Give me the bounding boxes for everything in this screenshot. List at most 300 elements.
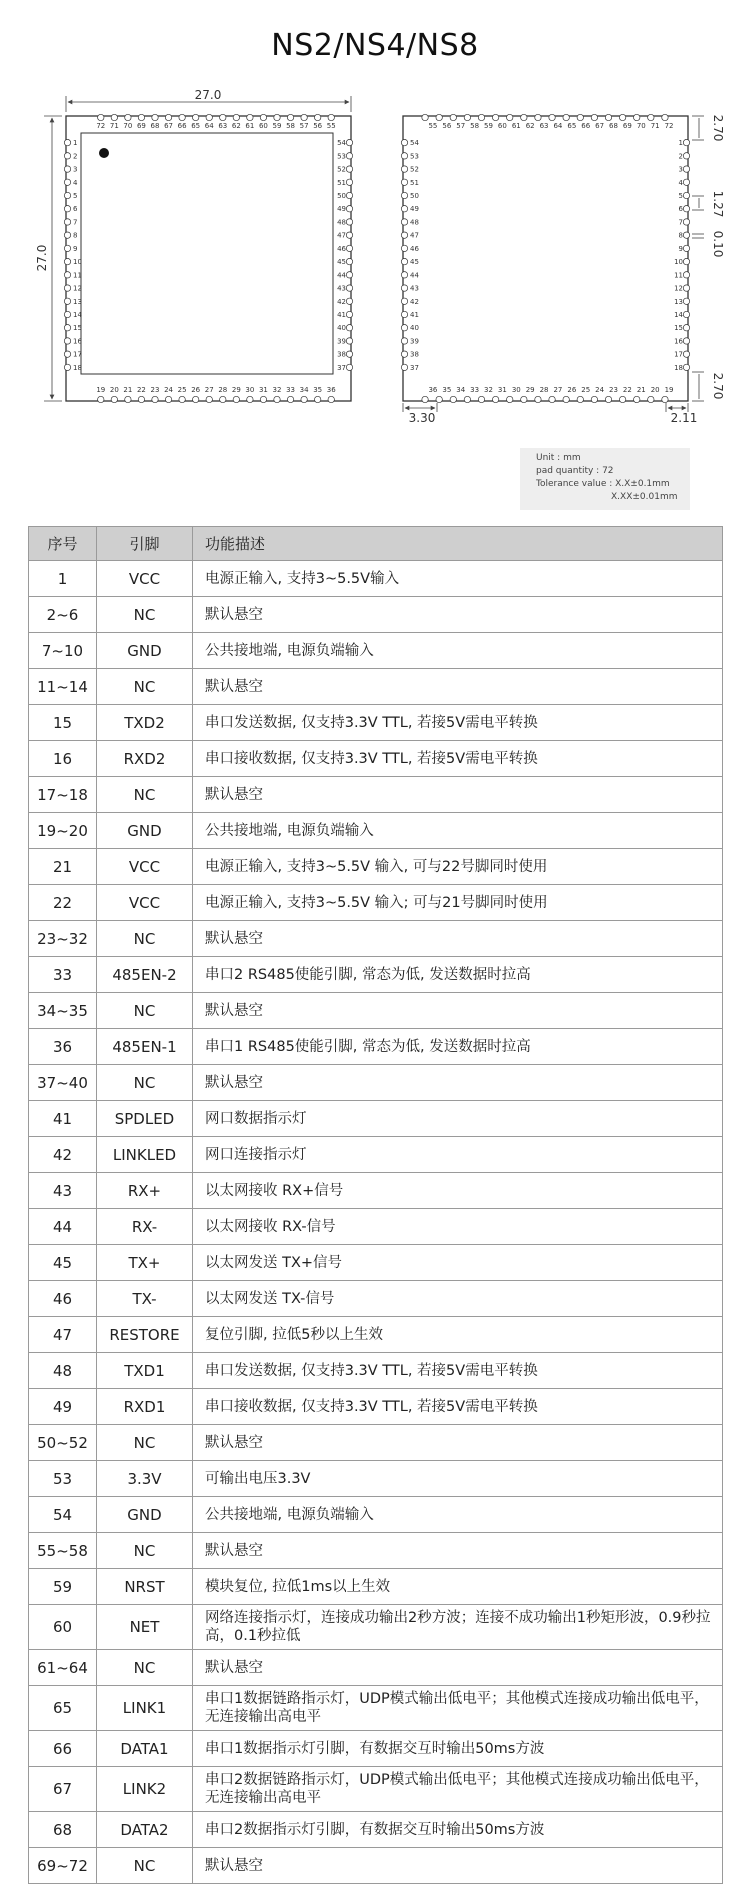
pin-description-cell: 串口1数据指示灯引脚，有数据交互时输出50ms方波 — [193, 1731, 723, 1767]
pin-name-cell: NRST — [97, 1569, 193, 1605]
pin-label: 34 — [299, 386, 309, 394]
dim-top-pad-label: 2.70 — [711, 114, 725, 142]
castellated-pad — [152, 114, 158, 120]
pin-label: 10 — [674, 258, 683, 267]
table-row — [29, 849, 723, 885]
pin-label: 62 — [525, 122, 535, 130]
pin-label: 14 — [73, 311, 82, 319]
castellated-pad — [450, 396, 456, 402]
castellated-pad — [401, 351, 407, 357]
pin-label: 50 — [337, 192, 346, 200]
pin-number-cell: 37~40 — [29, 1065, 97, 1101]
pin-label: 56 — [313, 122, 323, 130]
spec-tolerance-2: X.XX±0.01mm — [611, 492, 678, 502]
pin-name-cell: VCC — [97, 849, 193, 885]
castellated-pad — [125, 396, 131, 402]
castellated-pad — [346, 179, 352, 185]
pin-label: 35 — [442, 386, 452, 394]
castellated-pad — [301, 114, 307, 120]
pin-label: 57 — [299, 122, 309, 130]
castellated-pad — [549, 114, 555, 120]
castellated-pad — [346, 219, 352, 225]
pin-number-cell: 43 — [29, 1173, 97, 1209]
pin-label: 34 — [456, 386, 466, 394]
castellated-pad — [64, 166, 70, 172]
castellated-pad — [64, 232, 70, 238]
pin-label: 38 — [337, 350, 346, 359]
castellated-pad — [401, 179, 407, 185]
pin-number-cell: 11~14 — [29, 669, 97, 705]
castellated-pad — [401, 139, 407, 145]
table-row — [29, 1425, 723, 1461]
castellated-pad — [260, 114, 266, 120]
castellated-pad — [436, 396, 442, 402]
pin-description-cell: 以太网接收 RX-信号 — [193, 1209, 723, 1245]
pin-label: 67 — [164, 122, 174, 130]
pin-description-cell: 默认悬空 — [193, 1533, 723, 1569]
pin-label: 10 — [73, 258, 82, 267]
spec-note-box — [520, 448, 690, 510]
pin-label: 18 — [674, 363, 683, 372]
pin-name-cell: LINKLED — [97, 1137, 193, 1173]
castellated-pad — [64, 192, 70, 198]
module-footprint-diagram — [0, 90, 750, 430]
castellated-pad — [619, 114, 625, 120]
pin-label: 11 — [73, 271, 82, 280]
castellated-pad — [179, 396, 185, 402]
castellated-pad — [478, 396, 484, 402]
pin-label: 37 — [337, 363, 346, 372]
castellated-pad — [328, 396, 334, 402]
pin-number-cell: 53 — [29, 1461, 97, 1497]
pin-label: 59 — [484, 122, 493, 130]
pin-label: 54 — [410, 139, 419, 148]
castellated-pad — [401, 311, 407, 317]
table-row — [29, 813, 723, 849]
castellated-pad — [328, 114, 334, 120]
castellated-pad — [64, 364, 70, 370]
castellated-pad — [346, 258, 352, 264]
castellated-pad — [314, 114, 320, 120]
pin-description-cell: 网口连接指示灯 — [193, 1137, 723, 1173]
castellated-pad — [125, 114, 131, 120]
pin-label: 55 — [326, 122, 336, 130]
castellated-pad — [535, 114, 541, 120]
table-row — [29, 1533, 723, 1569]
castellated-pad — [436, 114, 442, 120]
pin-description-cell: 公共接地端, 电源负端输入 — [193, 633, 723, 669]
table-row — [29, 1137, 723, 1173]
table-row — [29, 633, 723, 669]
castellated-pad — [192, 396, 198, 402]
pin-name-cell: NC — [97, 1425, 193, 1461]
table-row — [29, 921, 723, 957]
table-row — [29, 1731, 723, 1767]
pin-number-cell: 44 — [29, 1209, 97, 1245]
pin-number-cell: 23~32 — [29, 921, 97, 957]
pin-number-cell: 42 — [29, 1137, 97, 1173]
pin-label: 55 — [428, 122, 438, 130]
pin-number-cell: 22 — [29, 885, 97, 921]
castellated-pad — [648, 114, 654, 120]
pin-name-cell: 3.3V — [97, 1461, 193, 1497]
pin-label: 21 — [123, 386, 133, 394]
dim-pitch-label: 1.27 — [711, 190, 725, 218]
castellated-pad — [233, 114, 239, 120]
castellated-pad — [192, 114, 198, 120]
pin-number-cell: 59 — [29, 1569, 97, 1605]
dim-bottom-pad-label: 2.70 — [711, 372, 725, 400]
pin-label: 63 — [218, 122, 228, 130]
pin-number-cell: 60 — [29, 1605, 97, 1650]
pin-label: 23 — [150, 386, 160, 394]
pin-label: 58 — [470, 122, 480, 130]
table-row — [29, 1605, 723, 1650]
castellated-pad — [346, 245, 352, 251]
pin-label: 53 — [410, 152, 419, 161]
table-row — [29, 993, 723, 1029]
pin-label: 3 — [678, 165, 683, 174]
pin-label: 1 — [678, 139, 683, 148]
pin-label: 12 — [73, 284, 82, 293]
pin-label: 14 — [674, 311, 683, 319]
pin-label: 38 — [410, 350, 419, 359]
pin-label: 35 — [313, 386, 323, 394]
castellated-pad — [619, 396, 625, 402]
pin-label: 30 — [245, 386, 255, 394]
castellated-pad — [98, 396, 104, 402]
pin-description-cell: 串口发送数据, 仅支持3.3V TTL, 若接5V需电平转换 — [193, 705, 723, 741]
pin-label: 24 — [164, 386, 174, 394]
castellated-pad — [401, 325, 407, 331]
table-row — [29, 1353, 723, 1389]
pin-number-cell: 66 — [29, 1731, 97, 1767]
castellated-pad — [662, 396, 668, 402]
pin-name-cell: NC — [97, 993, 193, 1029]
castellated-pad — [287, 114, 293, 120]
pin-label: 47 — [337, 231, 346, 240]
table-row — [29, 777, 723, 813]
castellated-pad — [422, 114, 428, 120]
pin-label: 9 — [73, 244, 78, 253]
table-row — [29, 1029, 723, 1065]
pin-label: 66 — [581, 122, 591, 130]
castellated-pad — [683, 258, 689, 264]
pin-description-cell: 串口2数据链路指示灯，UDP模式输出低电平；其他模式连接成功输出低电平，无连接输出高电平 — [193, 1767, 723, 1812]
pin-description-cell: 模块复位, 拉低1ms以上生效 — [193, 1569, 723, 1605]
pin-label: 64 — [204, 122, 214, 130]
castellated-pad — [301, 396, 307, 402]
castellated-pad — [111, 114, 117, 120]
pin-name-cell: RX+ — [97, 1173, 193, 1209]
pin-label: 52 — [337, 165, 346, 174]
pin-number-cell: 17~18 — [29, 777, 97, 813]
castellated-pad — [346, 139, 352, 145]
pin-label: 66 — [177, 122, 187, 130]
castellated-pad — [152, 396, 158, 402]
pin-number-cell: 36 — [29, 1029, 97, 1065]
pin-description-cell: 以太网发送 TX+信号 — [193, 1245, 723, 1281]
castellated-pad — [346, 192, 352, 198]
pin-label: 41 — [337, 311, 346, 319]
pin-label: 42 — [337, 297, 346, 306]
castellated-pad — [683, 139, 689, 145]
pin-label: 48 — [337, 218, 346, 227]
pin-name-cell: NC — [97, 921, 193, 957]
table-row — [29, 1461, 723, 1497]
pin-label: 52 — [410, 165, 419, 174]
castellated-pad — [346, 351, 352, 357]
castellated-pad — [683, 325, 689, 331]
pin-description-cell: 默认悬空 — [193, 921, 723, 957]
pin-number-cell: 50~52 — [29, 1425, 97, 1461]
castellated-pad — [683, 245, 689, 251]
pin-label: 26 — [567, 386, 577, 394]
table-row — [29, 885, 723, 921]
pin-label: 5 — [73, 192, 78, 200]
pin-label: 54 — [337, 139, 346, 148]
pin-number-cell: 2~6 — [29, 597, 97, 633]
front-view — [35, 90, 353, 403]
pin-number-cell: 54 — [29, 1497, 97, 1533]
pin-number-cell: 61~64 — [29, 1650, 97, 1686]
castellated-pad — [64, 206, 70, 212]
pin-label: 33 — [470, 386, 480, 394]
pin-label: 33 — [286, 386, 296, 394]
pin-label: 68 — [150, 122, 160, 130]
castellated-pad — [401, 219, 407, 225]
back-view — [401, 114, 725, 425]
castellated-pad — [346, 166, 352, 172]
castellated-pad — [535, 396, 541, 402]
pin-description-cell: 默认悬空 — [193, 1650, 723, 1686]
table-row — [29, 1812, 723, 1848]
castellated-pad — [683, 311, 689, 317]
castellated-pad — [401, 258, 407, 264]
pin-label: 20 — [109, 386, 119, 394]
castellated-pad — [64, 338, 70, 344]
castellated-pad — [683, 364, 689, 370]
castellated-pad — [648, 396, 654, 402]
pin-label: 30 — [511, 386, 521, 394]
castellated-pad — [64, 325, 70, 331]
pin-number-cell: 69~72 — [29, 1848, 97, 1884]
pin-description-cell: 默认悬空 — [193, 597, 723, 633]
pin-name-cell: DATA2 — [97, 1812, 193, 1848]
castellated-pad — [220, 114, 226, 120]
castellated-pad — [64, 272, 70, 278]
castellated-pad — [683, 166, 689, 172]
castellated-pad — [346, 206, 352, 212]
pin-description-cell: 串口发送数据, 仅支持3.3V TTL, 若接5V需电平转换 — [193, 1353, 723, 1389]
castellated-pad — [464, 396, 470, 402]
pin-name-cell: NC — [97, 669, 193, 705]
pin-label: 22 — [136, 386, 146, 394]
castellated-pad — [346, 298, 352, 304]
pin-label: 15 — [73, 324, 82, 333]
pin-description-cell: 公共接地端, 电源负端输入 — [193, 813, 723, 849]
header-no: 序号 — [29, 527, 97, 561]
castellated-pad — [492, 396, 498, 402]
table-row — [29, 597, 723, 633]
pin-name-cell: TXD2 — [97, 705, 193, 741]
castellated-pad — [683, 272, 689, 278]
pin-description-cell: 默认悬空 — [193, 1065, 723, 1101]
dim-offset-left-label: 3.30 — [408, 411, 436, 425]
castellated-pad — [346, 285, 352, 291]
table-row — [29, 741, 723, 777]
castellated-pad — [683, 338, 689, 344]
castellated-pad — [287, 396, 293, 402]
castellated-pad — [64, 298, 70, 304]
pin-name-cell: RESTORE — [97, 1317, 193, 1353]
pin-label: 15 — [674, 324, 683, 333]
pin-name-cell: RXD2 — [97, 741, 193, 777]
pin-description-cell: 默认悬空 — [193, 1848, 723, 1884]
pin-label: 65 — [191, 122, 201, 130]
pin-label: 40 — [337, 324, 346, 333]
castellated-pad — [64, 139, 70, 145]
castellated-pad — [450, 114, 456, 120]
castellated-pad — [683, 232, 689, 238]
castellated-pad — [346, 325, 352, 331]
pin-label: 60 — [258, 122, 268, 130]
pin-name-cell: LINK2 — [97, 1767, 193, 1812]
castellated-pad — [507, 114, 513, 120]
pin-label: 17 — [674, 350, 683, 359]
pin-label: 44 — [410, 271, 419, 280]
pin-label: 32 — [272, 386, 282, 394]
pin-name-cell: RX- — [97, 1209, 193, 1245]
castellated-pad — [401, 298, 407, 304]
table-row — [29, 1650, 723, 1686]
pin-name-cell: 485EN-1 — [97, 1029, 193, 1065]
pin-label: 62 — [231, 122, 241, 130]
pin-description-cell: 默认悬空 — [193, 1425, 723, 1461]
castellated-pad — [206, 396, 212, 402]
castellated-pad — [683, 153, 689, 159]
castellated-pad — [521, 114, 527, 120]
pin-label: 70 — [636, 122, 646, 130]
castellated-pad — [683, 192, 689, 198]
castellated-pad — [683, 219, 689, 225]
pin-number-cell: 46 — [29, 1281, 97, 1317]
castellated-pad — [478, 114, 484, 120]
pin-label: 6 — [678, 205, 683, 214]
pin-label: 42 — [410, 297, 419, 306]
castellated-pad — [507, 396, 513, 402]
pin-label: 29 — [231, 386, 241, 394]
pin-definition-table — [28, 526, 723, 1884]
pin-description-cell: 串口1 RS485使能引脚, 常态为低, 发送数据时拉高 — [193, 1029, 723, 1065]
pin-label: 13 — [73, 297, 82, 306]
pin-label: 5 — [678, 192, 683, 200]
pin-name-cell: VCC — [97, 561, 193, 597]
pin-label: 11 — [674, 271, 683, 280]
castellated-pad — [683, 351, 689, 357]
pin-label: 58 — [286, 122, 296, 130]
pin-label: 63 — [539, 122, 549, 130]
pin-name-cell: NC — [97, 1533, 193, 1569]
pin-label: 59 — [272, 122, 282, 130]
castellated-pad — [577, 396, 583, 402]
castellated-pad — [64, 311, 70, 317]
pin-description-cell: 串口2数据指示灯引脚，有数据交互时输出50ms方波 — [193, 1812, 723, 1848]
pin-name-cell: DATA1 — [97, 1731, 193, 1767]
header-pin: 引脚 — [97, 527, 193, 561]
pin-number-cell: 34~35 — [29, 993, 97, 1029]
castellated-pad — [401, 232, 407, 238]
pin-label: 1 — [73, 139, 78, 148]
pin-name-cell: NC — [97, 1848, 193, 1884]
pin-label: 7 — [73, 218, 78, 227]
table-row — [29, 1848, 723, 1884]
pin-number-cell: 21 — [29, 849, 97, 885]
pin-label: 45 — [410, 258, 419, 267]
pin-label: 31 — [497, 386, 507, 394]
pin-label: 49 — [410, 205, 419, 214]
pin-label: 67 — [595, 122, 605, 130]
castellated-pad — [401, 245, 407, 251]
pin-label: 47 — [410, 231, 419, 240]
pin-description-cell: 电源正输入, 支持3~5.5V输入 — [193, 561, 723, 597]
pin-label: 19 — [664, 386, 674, 394]
dim-offset-right-label: 2.11 — [670, 411, 698, 425]
pin-label: 13 — [674, 297, 683, 306]
pin-label: 2 — [73, 152, 78, 161]
pin-label: 29 — [525, 386, 535, 394]
pin-label: 61 — [245, 122, 255, 130]
castellated-pad — [346, 232, 352, 238]
table-row — [29, 1209, 723, 1245]
castellated-pad — [401, 153, 407, 159]
pin-number-cell: 68 — [29, 1812, 97, 1848]
castellated-pad — [138, 114, 144, 120]
castellated-pad — [346, 153, 352, 159]
pin-label: 39 — [337, 337, 346, 346]
castellated-pad — [563, 396, 569, 402]
spec-unit: Unit : mm — [536, 453, 581, 463]
pin-name-cell: SPDLED — [97, 1101, 193, 1137]
table-row — [29, 1245, 723, 1281]
pin-label: 19 — [96, 386, 106, 394]
castellated-pad — [401, 338, 407, 344]
pin-description-cell: 复位引脚, 拉低5秒以上生效 — [193, 1317, 723, 1353]
pin-name-cell: TX- — [97, 1281, 193, 1317]
table-row — [29, 957, 723, 993]
castellated-pad — [98, 114, 104, 120]
pin-label: 27 — [204, 386, 214, 394]
pin-label: 36 — [326, 386, 336, 394]
pin-label: 32 — [484, 386, 493, 394]
pin-label: 4 — [678, 178, 683, 187]
castellated-pad — [64, 351, 70, 357]
castellated-pad — [206, 114, 212, 120]
castellated-pad — [64, 258, 70, 264]
pin-description-cell: 电源正输入, 支持3~5.5V 输入, 可与22号脚同时使用 — [193, 849, 723, 885]
dim-width-label: 27.0 — [194, 90, 222, 102]
pin-description-cell: 串口接收数据, 仅支持3.3V TTL, 若接5V需电平转换 — [193, 741, 723, 777]
header-desc: 功能描述 — [193, 527, 723, 561]
pin-label: 37 — [410, 363, 419, 372]
castellated-pad — [247, 114, 253, 120]
table-row — [29, 1065, 723, 1101]
pin-number-cell: 1 — [29, 561, 97, 597]
pin-label: 48 — [410, 218, 419, 227]
pin-label: 21 — [636, 386, 646, 394]
table-row — [29, 1569, 723, 1605]
pin-label: 16 — [73, 337, 82, 346]
